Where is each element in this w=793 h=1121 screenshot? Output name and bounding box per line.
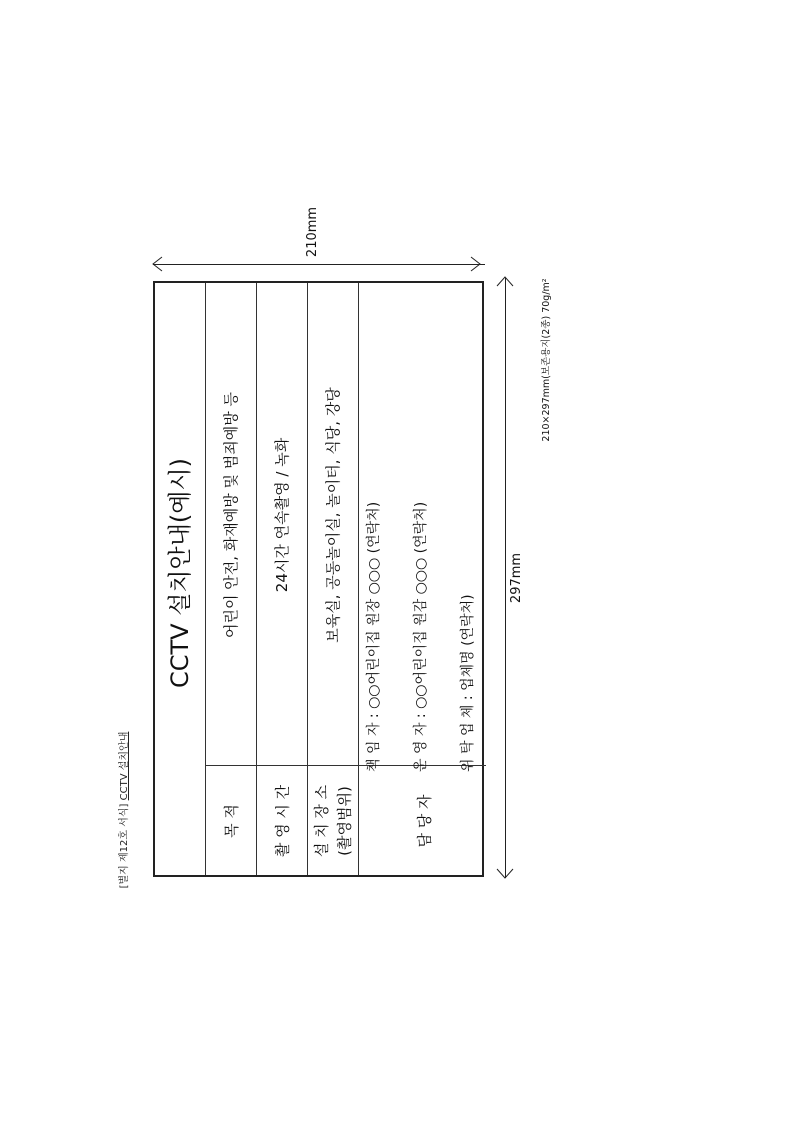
value-manager [359,283,484,772]
operator: 운 영 자 : ○○어린이집 원감 ○○○ (연락처) [413,501,429,772]
cctv-sign [153,281,484,877]
label-purpose: 목 적 [222,804,241,838]
label-manager: 담 당 자 [415,794,434,848]
contractor: 위 탁 업 체 : 업체명 (연락처) [460,594,476,772]
value-recording-time: 24시간 연속촬영 / 녹화 [273,437,291,593]
caption-title: CCTV 설치안내 [119,731,130,801]
width-dimension-label: 210mm [305,206,320,258]
sign-title-cell [155,443,205,703]
form-caption [117,660,133,960]
sign-title: CCTV 설치안내(예시) [166,457,194,689]
value-location: 보육실, 공동놀이실, 놀이터, 식당, 강당 [324,387,342,643]
caption-prefix: [별지 제12호 서식] [119,803,130,889]
value-purpose: 어린이 안전, 화재예방 및 범죄예방 등 [222,392,240,638]
label-recording-time: 촬 영 시 간 [273,784,292,858]
responsible-person: 책 임 자 : ○○어린이집 원장 ○○○ (연락처) [366,501,382,772]
height-dimension-label: 297mm [509,552,524,604]
label-location: 설 치 장 소 (촬영범위) [312,784,354,858]
paper-spec: 210×297mm(보존용지(2종) 70g/m² [541,278,552,442]
